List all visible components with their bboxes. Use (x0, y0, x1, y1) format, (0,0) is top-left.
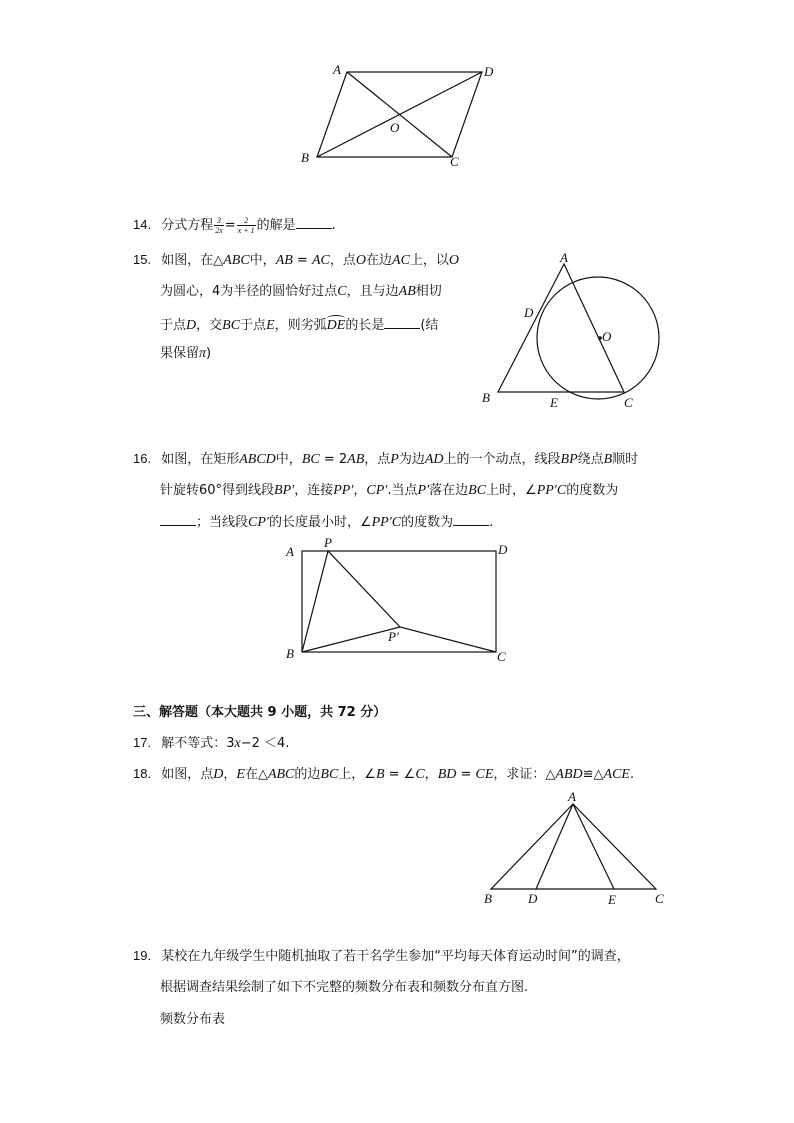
fraction-2: $\frac{2}{x + 1}$ (237, 216, 255, 235)
rectangle-figure (282, 535, 512, 665)
answer-blank (296, 216, 332, 229)
label-O: O (602, 329, 612, 344)
label-C: C (450, 154, 459, 169)
label-P-prime: P′ (388, 629, 399, 644)
label-B: B (484, 891, 492, 906)
label-E: E (608, 892, 616, 907)
answer-blank-1 (160, 513, 196, 526)
label-P: P (324, 535, 332, 550)
label-D: D (528, 891, 538, 906)
fraction-1: $\frac{3}{2x}$ (215, 216, 223, 235)
label-O: O (390, 120, 400, 135)
question-16: 16. 如图，在矩形ABCD中，BC = 2AB，点P为边AD上的一个动点，线段BP绕点B顺时 (133, 451, 639, 467)
question-14: 14. 分式方程 $\frac{3}{2x}$ = $\frac{2}{x + 1}$ 的解是 . (133, 216, 336, 235)
label-E: E (550, 395, 558, 410)
label-A: A (286, 544, 294, 559)
table-title: 频数分布表 (160, 1012, 226, 1027)
section-heading: 三、解答题（本大题共 9 小题，共 72 分） (133, 705, 387, 720)
answer-blank-2 (453, 513, 489, 526)
triangle-circle-figure (478, 250, 668, 415)
question-19-line2: 根据调查结果绘制了如下不完整的频数分布表和频数分布直方图. (160, 980, 529, 995)
label-B: B (482, 390, 490, 405)
question-18: 18. 如图，点D，E在△ABC的边BC上，∠B = ∠C，BD = CE，求证：△ABD≌△ACE. (133, 766, 635, 782)
question-16-line2: 针旋转60°得到线段BP′，连接PP′，CP′.当点P′落在边BC上时，∠PP′C的度数为 (160, 483, 619, 498)
label-D: D (498, 542, 508, 557)
label-C: C (655, 891, 664, 906)
question-17: 17. 解不等式：3x−2 ＜4. (133, 735, 290, 751)
label-B: B (301, 150, 309, 165)
label-A: A (333, 62, 341, 77)
question-15-line3: 于点D，交BC于点E，则劣弧DE的长是 (结 (160, 318, 439, 333)
question-19: 19. 某校在九年级学生中随机抽取了若干名学生参加“平均每天体育运动时间”的调查， (133, 948, 630, 964)
label-D: D (524, 305, 534, 320)
question-16-line3: ；当线段CP′的长度最小时，∠PP′C的度数为 . (160, 513, 493, 531)
label-C: C (624, 395, 633, 410)
question-15: 15. 如图，在△ABC中，AB = AC，点O在边AC上，以O (133, 252, 460, 268)
label-D: D (484, 64, 494, 79)
label-A: A (560, 250, 568, 265)
parallelogram-figure (295, 60, 505, 175)
triangle-figure (478, 788, 674, 908)
question-15-line2: 为圆心，4为半径的圆恰好过点C，且与边AB相切 (160, 284, 442, 299)
answer-blank (384, 316, 420, 329)
label-C: C (497, 649, 506, 664)
label-A: A (568, 789, 576, 804)
question-15-line4: 果保留π) (160, 346, 212, 361)
label-B: B (286, 646, 294, 661)
